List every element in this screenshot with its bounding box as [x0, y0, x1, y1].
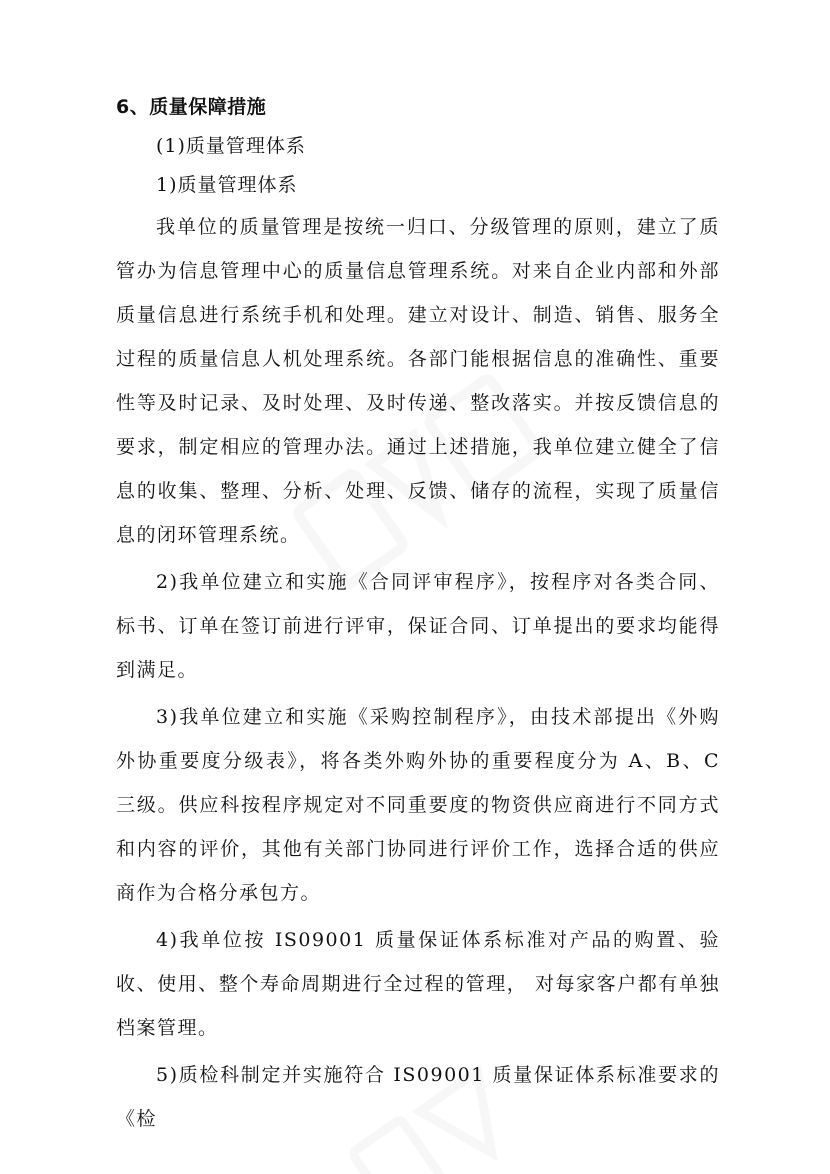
paragraph-contract-review: 2)我单位建立和实施《合同评审程序》，按程序对各类合同、标书、订单在签订前进行评审，保证合同、订单提出的要求均能得到满足。 [116, 571, 720, 681]
section-heading: 6、质量保障措施 [116, 96, 267, 118]
document-body [116, 88, 720, 1144]
paragraph-iso-management: 4)我单位按 IS09001 质量保证体系标准对产品的购置、验收、使用、整个寿命周期进行全过程的管理， 对每家客户都有单独档案管理。 [116, 929, 720, 1039]
sub-heading-quality-system: (1)质量管理体系 [156, 135, 306, 157]
paragraph-quality-management: 我单位的质量管理是按统一归口、分级管理的原则，建立了质管办为信息管理中心的质量信息管理系统。对来自企业内部和外部质量信息进行系统手机和处理。建立对设计、制造、销售、服务全过程的质量信息人机处理系统。各部门能根据信息的准确性、重要性等及时记录、及时处理、及时传递、整改落实。并按反馈信息的要求，制定相应的管理办法。通过上述措施，我单位建立健全了信息的收集、整理、分析、处理、反馈、储存的流程，实现了质量信息的闭环管理系统。 [116, 216, 720, 546]
paragraph-procurement-control: 3)我单位建立和实施《采购控制程序》，由技术部提出《外购外协重要度分级表》，将各类外购外协的重要程度分为 A、B、C 三级。供应科按程序规定对不同重要度的物资供应商进行不同方式和内容的评价，其他有关部门协同进行评价工作，选择合适的供应商作为合格分承包方。 [116, 706, 720, 904]
paragraph-quality-inspection: 5)质检科制定并实施符合 IS09001 质量保证体系标准要求的《检 [116, 1064, 720, 1130]
sub-heading-quality-system-item: 1)质量管理体系 [156, 174, 298, 196]
